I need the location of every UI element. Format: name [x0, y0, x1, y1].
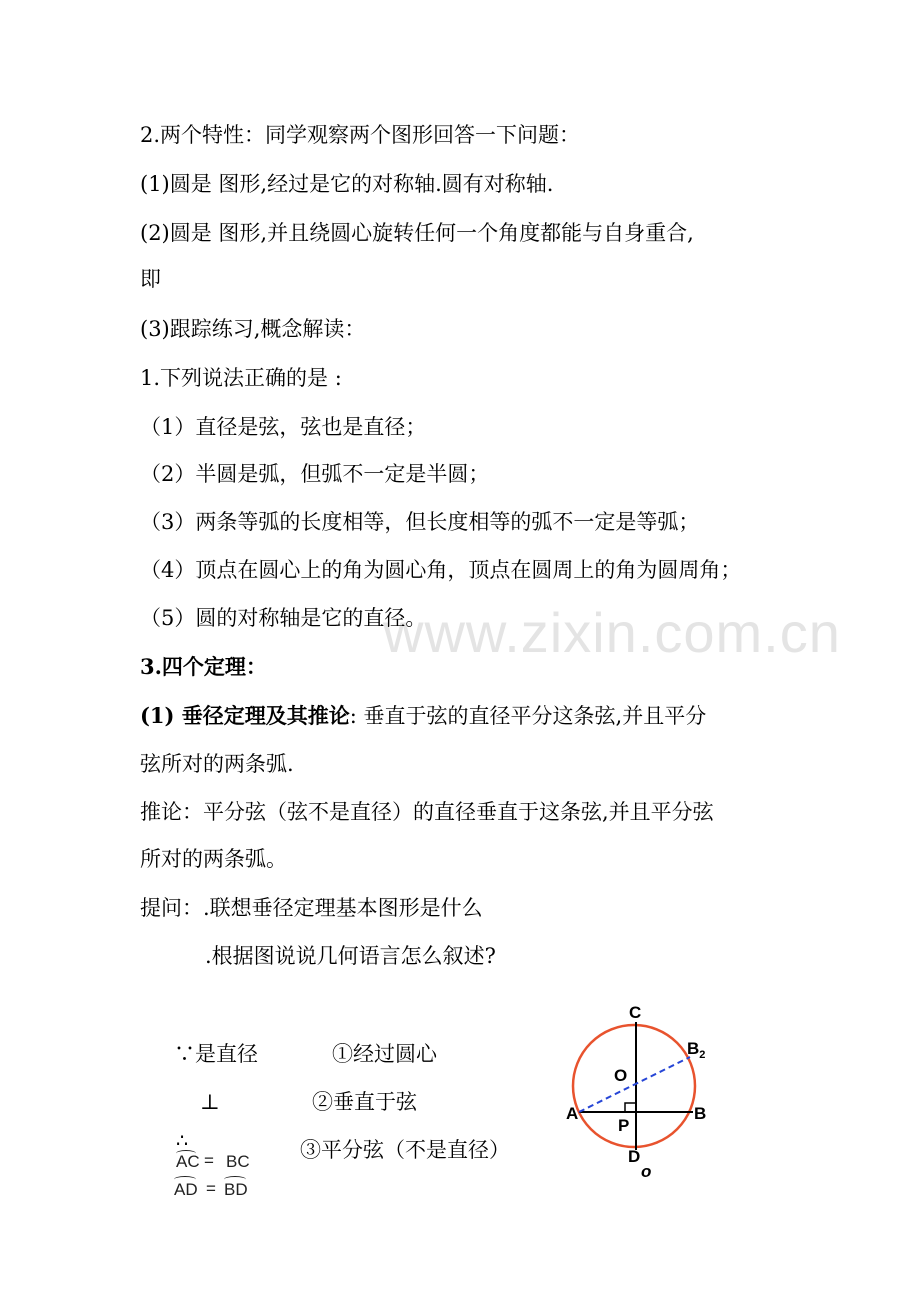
because-statement: ∵是直径 [174, 1042, 258, 1066]
text-line: （4）顶点在圆心上的角为圆心角，顶点在圆周上的角为圆周角； [140, 558, 742, 582]
point-label-p: P [618, 1116, 630, 1135]
point-label-b2: $B_2$ [687, 1039, 706, 1061]
arc-mark [174, 1176, 196, 1183]
equals-sign: = [204, 1151, 214, 1170]
circle [573, 1025, 695, 1147]
text-line: (3)跟踪练习,概念解读： [140, 317, 366, 341]
section-heading: 3.四个定理： [140, 654, 267, 679]
perpendicular-diameter-figure [560, 1000, 720, 1190]
text-line: .根据图说说几何语言怎么叙述? [205, 944, 496, 968]
point-label-o-small: o [641, 1162, 652, 1181]
text-line: （5）圆的对称轴是它的直径。 [140, 606, 427, 630]
condition-3: ③平分弦（不是直径） [300, 1138, 510, 1162]
arc-mark [224, 1176, 246, 1183]
text-line: 提问：.联想垂径定理基本图形是什么 [140, 896, 483, 920]
arc-mark [176, 1150, 196, 1157]
arc-ac: AC [176, 1152, 200, 1171]
arc-bd: BD [224, 1180, 248, 1200]
condition-1: ①经过圆心 [332, 1042, 437, 1066]
right-angle-mark [625, 1103, 636, 1112]
text-line: 弦所对的两条弧. [140, 752, 294, 776]
theorem-title: (1) 垂径定理及其推论 [140, 703, 350, 728]
point-label-d: D [628, 1147, 641, 1166]
text-line: （2）半圆是弧，但弧不一定是半圆； [140, 462, 490, 486]
arc-ad: AD [174, 1180, 198, 1200]
text-line: 2.两个特性：同学观察两个图形回答一下问题： [140, 123, 581, 147]
text-line: 即 [140, 267, 161, 291]
point-label-a: A [566, 1104, 579, 1123]
point-label-c: C [629, 1003, 642, 1022]
condition-2: ②垂直于弦 [312, 1090, 417, 1114]
text-line: （1）直径是弦，弦也是直径； [140, 415, 427, 439]
theorem-text: : 垂直于弦的直径平分这条弦,并且平分 [349, 704, 707, 728]
text-line: 推论：平分弦（弦不是直径）的直径垂直于这条弦,并且平分弦 [140, 800, 714, 824]
point-label-b: B [694, 1104, 707, 1123]
therefore-symbol: ∴ [176, 1130, 189, 1152]
text-line: （3）两条等弧的长度相等，但长度相等的弧不一定是等弧； [140, 510, 700, 534]
arc-bc: BC [226, 1152, 250, 1171]
watermark: www.zixin.com.cn [383, 601, 841, 664]
equals-sign: = [206, 1179, 216, 1198]
text-line: 1.下列说法正确的是 : [140, 366, 342, 390]
text-line: (1)圆是 图形,经过是它的对称轴.圆有对称轴. [140, 172, 554, 196]
perpendicular-symbol: ⊥ [200, 1090, 220, 1114]
text-line: (2)圆是 图形,并且绕圆心旋转任何一个角度都能与自身重合, [140, 221, 694, 245]
point-label-o: O [614, 1066, 628, 1085]
text-line: 所对的两条弧。 [140, 847, 287, 871]
